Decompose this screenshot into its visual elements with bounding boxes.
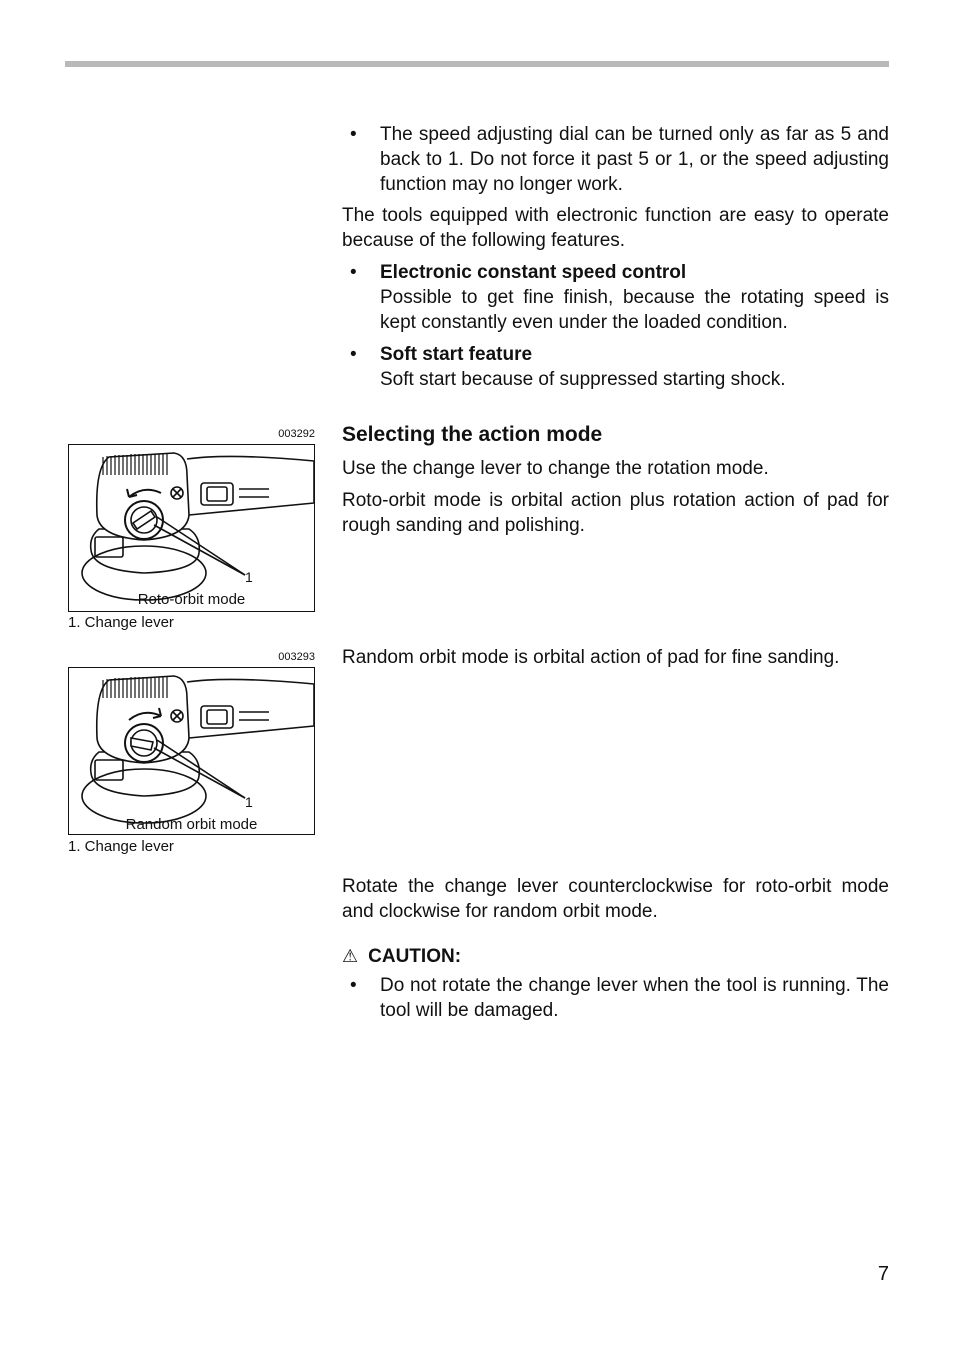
random-orbit-paragraph: Random orbit mode is orbital action of pad for fine sanding. — [342, 647, 840, 668]
figure-roto-orbit — [68, 444, 315, 612]
intro-paragraph: The tools equipped with electronic function are easy to operate because of the following features. — [342, 205, 889, 251]
bullet-icon: • — [350, 975, 357, 996]
bullet-item: • The speed adjusting dial can be turned only as far as 5 and back to 1. Do not force it past 5 or 1, or the speed adjusting function may no longer work. — [350, 124, 889, 195]
top-text-block — [342, 122, 889, 392]
caution-block — [342, 944, 889, 1023]
figure-caption: Random orbit mode — [125, 816, 258, 833]
warning-icon: ⚠ — [342, 946, 359, 966]
figure-legend: 1. Change lever — [68, 614, 174, 631]
bullet-icon: • — [350, 262, 357, 283]
callout-number: 1 — [245, 794, 253, 810]
callout-number: 1 — [245, 569, 253, 585]
section-block — [342, 422, 889, 538]
figure-caption: Roto-orbit mode — [137, 591, 246, 608]
header-rule — [65, 61, 889, 67]
sander-illustration — [69, 668, 314, 834]
caution-heading: ⚠ CAUTION: — [342, 946, 462, 967]
section-paragraph: Roto-orbit mode is orbital action plus rotation action of pad for rough sanding and polishing. — [342, 490, 889, 536]
figure-legend: 1. Change lever — [68, 838, 174, 855]
figure-number: 003293 — [278, 651, 315, 663]
feature-title: Soft start feature — [380, 344, 533, 365]
feature-item — [342, 260, 889, 335]
feature-text: Possible to get fine finish, because the rotating speed is kept constantly even under the loaded condition. — [380, 287, 889, 333]
section-paragraph: Use the change lever to change the rotation mode. — [342, 458, 769, 479]
figure-number: 003292 — [278, 428, 315, 440]
rotate-paragraph: Rotate the change lever counterclockwise for roto-orbit mode and clockwise for random orbit mode. — [342, 876, 889, 922]
feature-text: Soft start because of suppressed starting shock. — [380, 369, 786, 390]
bullet-icon: • — [350, 344, 357, 365]
bullet-icon: • — [350, 124, 357, 145]
section-heading: Selecting the action mode — [342, 423, 603, 446]
sander-illustration — [69, 445, 314, 611]
figure-random-orbit — [68, 667, 315, 835]
caution-item: • Do not rotate the change lever when the tool is running. The tool will be damaged. — [350, 975, 889, 1021]
feature-item — [342, 342, 889, 392]
page-number: 7 — [877, 1263, 889, 1285]
feature-title: Electronic constant speed control — [380, 262, 687, 283]
